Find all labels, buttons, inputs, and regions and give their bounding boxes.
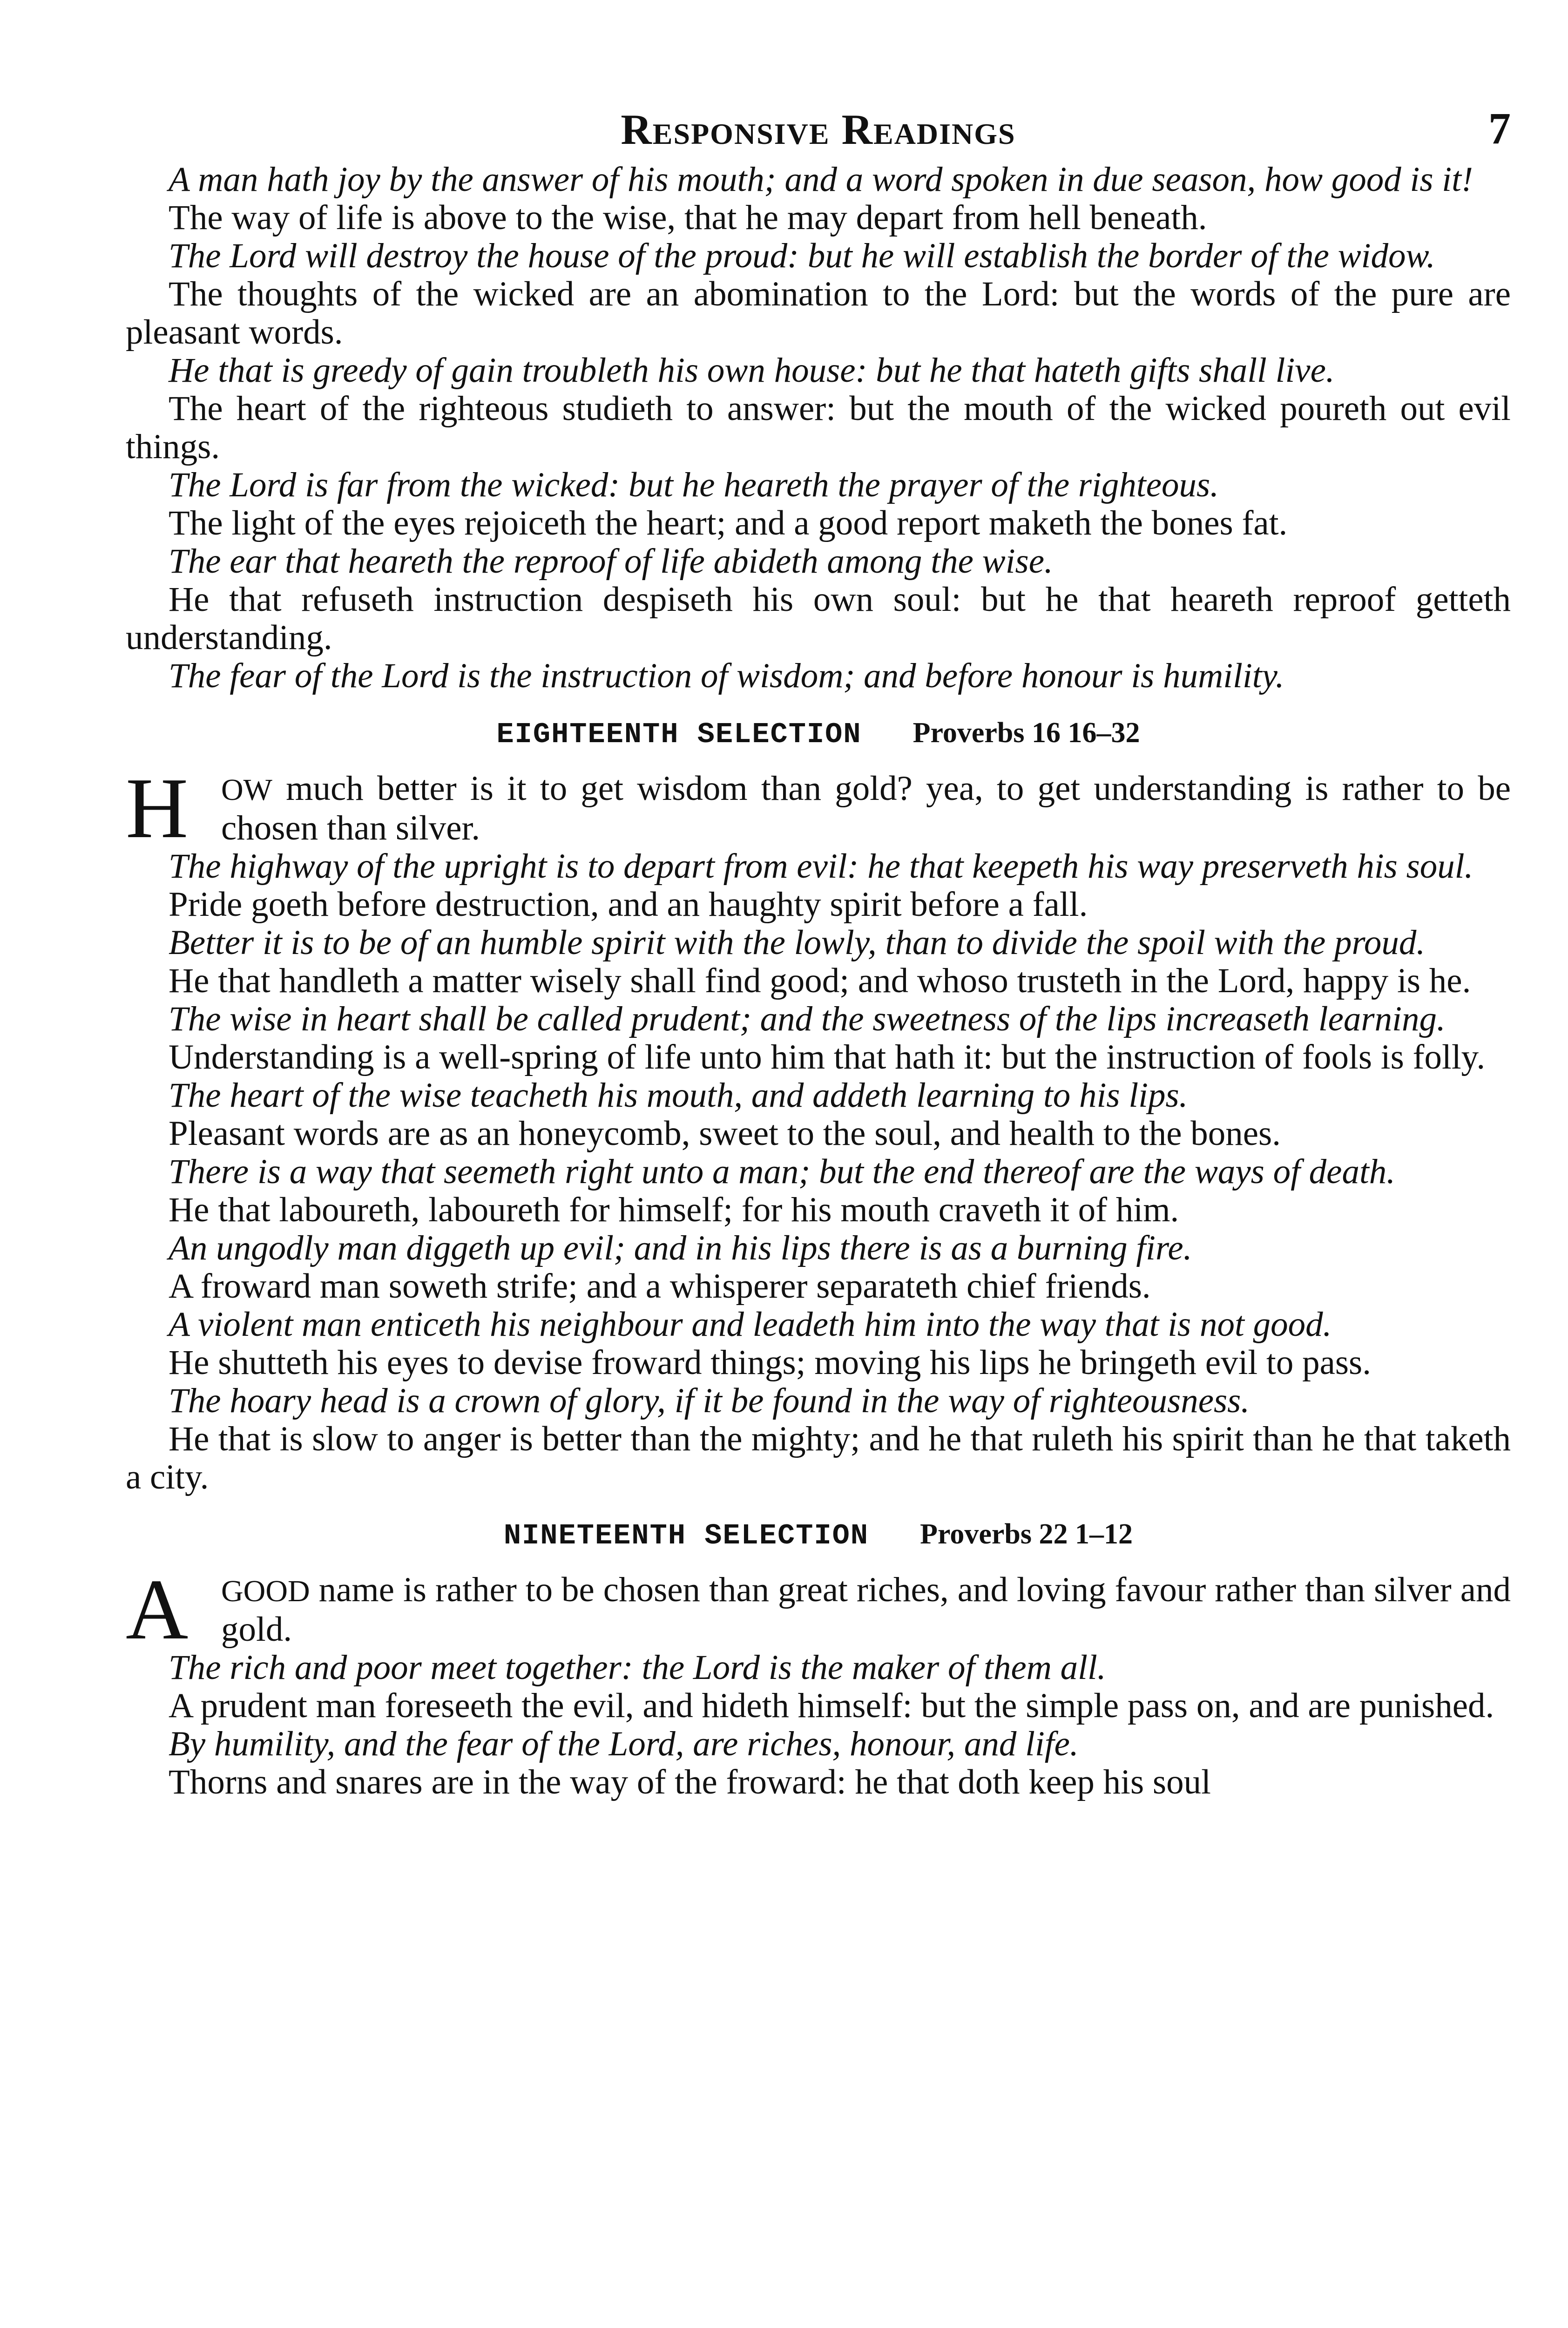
verse: The thoughts of the wicked are an abomination to the Lord: but the words of the pure are pleasant words. [126, 275, 1511, 352]
first-word-rest: GOOD [221, 1574, 310, 1608]
verse: A violent man enticeth his neighbour and leadeth him into the way that is not good. [169, 1305, 1332, 1344]
verse [221, 1571, 1511, 1649]
page-header [126, 105, 1511, 161]
verse: The ear that heareth the reproof of life abideth among the wise. [169, 542, 1053, 581]
verse: Pleasant words are as an honeycomb, sweet to the soul, and health to the bones. [169, 1114, 1281, 1153]
verse: Thorns and snares are in the way of the froward: he that doth keep his soul [169, 1763, 1211, 1801]
verse: A froward man soweth strife; and a whisperer separateth chief friends. [169, 1267, 1151, 1306]
verse: The hoary head is a crown of glory, if it be found in the way of righteousness. [169, 1381, 1250, 1420]
verse: Better it is to be of an humble spirit with the lowly, than to divide the spoil with the proud. [169, 923, 1426, 962]
verse: The wise in heart shall be called prudent; and the sweetness of the lips increaseth learning. [169, 1000, 1446, 1038]
scripture-reference: Proverbs 16 16–32 [912, 717, 1140, 749]
drop-cap: A [126, 1562, 189, 1658]
verse: The heart of the wise teacheth his mouth, and addeth learning to his lips. [169, 1076, 1188, 1115]
section-eighteenth-selection [126, 712, 1511, 1496]
verse: The rich and poor meet together: the Lord is the maker of them all. [169, 1648, 1106, 1687]
section-nineteenth-selection [126, 1513, 1511, 1801]
verse: The Lord will destroy the house of the proud: but he will establish the border of the widow. [169, 237, 1435, 275]
selection-title: NINETEENTH SELECTION [503, 1519, 869, 1552]
verse: The heart of the righteous studieth to answer: but the mouth of the wicked poureth out evil things. [126, 389, 1511, 466]
opening-verse [126, 1562, 1511, 1658]
running-title: Responsive Readings [621, 106, 1016, 153]
verse: Understanding is a well-spring of life unto him that hath it: but the instruction of fools is folly. [169, 1038, 1486, 1076]
verse: Pride goeth before destruction, and an haughty spirit before a fall. [169, 885, 1088, 924]
verse: He that is slow to anger is better than the mighty; and he that ruleth his spirit than he that taketh a city. [126, 1420, 1511, 1496]
verse: By humility, and the fear of the Lord, are riches, honour, and life. [169, 1725, 1079, 1763]
section-continued-reading [126, 161, 1511, 695]
verse: He shutteth his eyes to devise froward things; moving his lips he bringeth evil to pass. [169, 1343, 1371, 1382]
verse: The fear of the Lord is the instruction of wisdom; and before honour is humility. [169, 656, 1284, 695]
first-verse-text: name is rather to be chosen than great riches, and loving favour rather than silver and gold. [221, 1570, 1511, 1649]
page-number: 7 [1488, 103, 1511, 153]
scripture-reference: Proverbs 22 1–12 [920, 1518, 1133, 1550]
verse: He that is greedy of gain troubleth his own house: but he that hateth gifts shall live. [169, 351, 1335, 390]
opening-verse [126, 760, 1511, 856]
selection-heading [126, 1513, 1511, 1557]
verse: He that laboureth, laboureth for himself; for his mouth craveth it of him. [169, 1191, 1179, 1229]
verse: A prudent man foreseeth the evil, and hideth himself: but the simple pass on, and are punished. [169, 1686, 1494, 1725]
page-content [126, 105, 1511, 1801]
verse: He that handleth a matter wisely shall find good; and whoso trusteth in the Lord, happy is he. [169, 961, 1471, 1000]
first-word-rest: OW [221, 773, 272, 807]
verse: A man hath joy by the answer of his mouth; and a word spoken in due season, how good is it! [169, 160, 1473, 199]
verse: The highway of the upright is to depart from evil: he that keepeth his way preserveth his soul. [169, 847, 1473, 886]
verse: The way of life is above to the wise, that he may depart from hell beneath. [169, 198, 1207, 237]
selection-heading [126, 712, 1511, 756]
selection-title: EIGHTEENTH SELECTION [496, 718, 862, 751]
verse [221, 770, 1511, 847]
verse: He that refuseth instruction despiseth his own soul: but he that heareth reproof getteth understanding. [126, 580, 1511, 657]
verse: The light of the eyes rejoiceth the heart; and a good report maketh the bones fat. [169, 504, 1288, 542]
verse: There is a way that seemeth right unto a man; but the end thereof are the ways of death. [169, 1152, 1396, 1191]
verse: The Lord is far from the wicked: but he heareth the prayer of the righteous. [169, 466, 1219, 504]
first-verse-text: much better is it to get wisdom than gold? yea, to get understanding is rather to be chosen than silver. [221, 769, 1511, 847]
drop-cap: H [126, 760, 189, 856]
verse: An ungodly man diggeth up evil; and in his lips there is as a burning fire. [169, 1229, 1192, 1267]
